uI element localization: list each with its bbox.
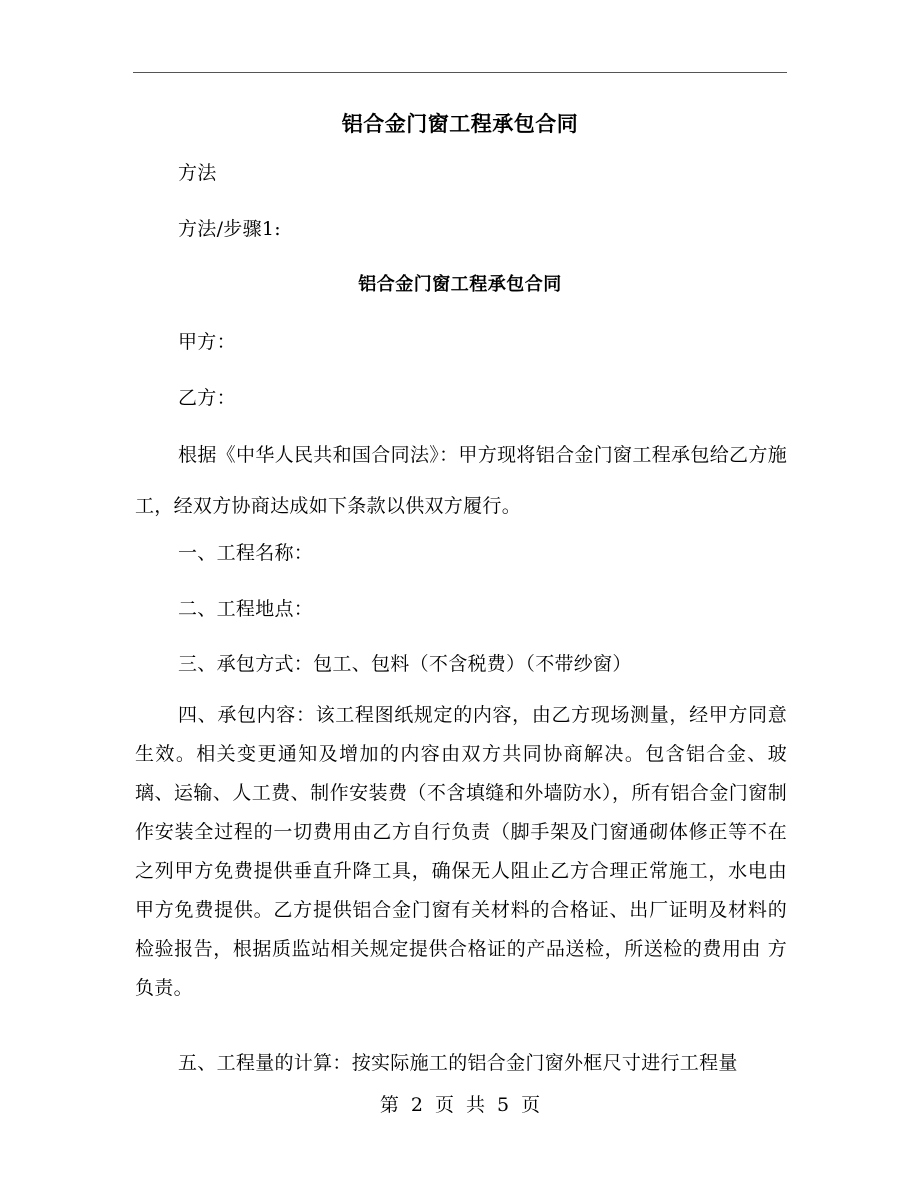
header-rule xyxy=(133,72,787,73)
method-step-line: 方法/步骤1: xyxy=(178,218,281,240)
method-line: 方法 xyxy=(178,162,217,184)
clause-1: 一、工程名称： xyxy=(178,542,314,564)
clause-5: 五、工程量的计算：按实际施工的铝合金门窗外框尺寸进行工程量 xyxy=(178,1052,738,1074)
preamble-paragraph: 根据《中华人民共和国合同法》：甲方现将铝合金门窗工程承包给乙方施工，经双方协商达成如下条款以供双方履行。 xyxy=(135,444,787,517)
page-footer: 第 2 页 共 5 页 xyxy=(379,1094,541,1116)
clause-2: 二、工程地点： xyxy=(178,598,314,620)
clause-3: 三、承包方式：包工、包料（不含税费）（不带纱窗） xyxy=(178,653,632,675)
party-a-line: 甲方： xyxy=(178,331,236,353)
party-b-line: 乙方： xyxy=(178,387,236,409)
clause-4: 四、承包内容：该工程图纸规定的内容，由乙方现场测量，经甲方同意生效。相关变更通知及增加的内容由双方共同协商解决。包含铝合金、玻璃、运输、人工费、制作安装费（不含填缝和外墙防水），所有铝合金门窗制作安装全过程的一切费用由乙方自行负责（脚手架及门窗通砌体修正等不在之列甲方免费提供垂直升降工具，确保无人阻止乙方合理正常施工，水电由甲方免费提供。乙方提供铝合金门窗有关材料的合格证、出厂证明及材料的检验报告，根据质监站相关规定提供合格证的产品送检，所送检的费用由 方负责。 xyxy=(135,704,787,999)
page-title: 铝合金门窗工程承包合同 xyxy=(341,111,579,136)
contract-title: 铝合金门窗工程承包合同 xyxy=(358,274,562,295)
